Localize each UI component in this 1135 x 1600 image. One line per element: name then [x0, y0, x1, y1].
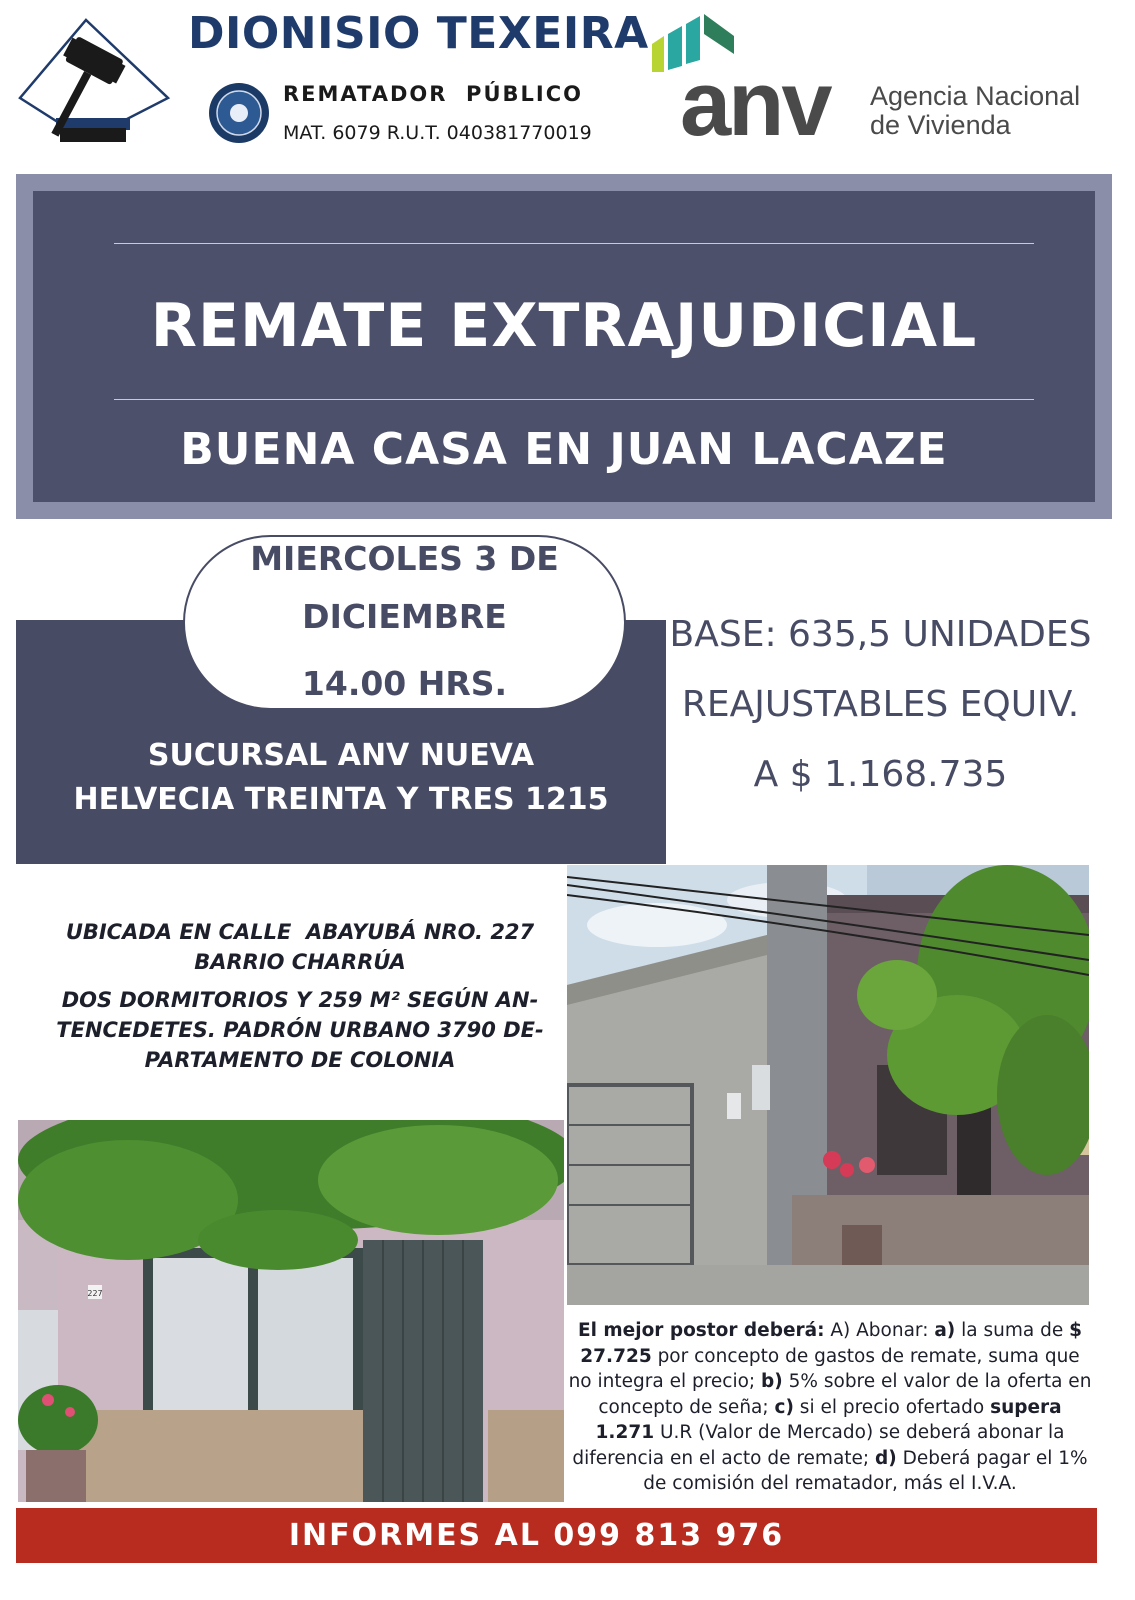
terms-heading: El mejor postor deberá: [577, 1320, 825, 1341]
divider-top [114, 243, 1034, 244]
contact-phone[interactable]: INFORMES AL 099 813 976 [288, 1518, 785, 1553]
address-line2: BARRIO CHARRÚA [194, 950, 406, 974]
property-description [40, 917, 560, 1075]
title-box [16, 174, 1112, 519]
terms-text: por concepto de gastos de remate, suma que no integra el precio; [568, 1345, 1080, 1392]
base-line1: BASE: 635,5 UNIDADES [669, 614, 1092, 655]
terms-item-b: b) [761, 1371, 783, 1392]
terms-text: 5% sobre el valor de la oferta en concepto de seña; [598, 1371, 1092, 1418]
house-number-plate: 227 [87, 1289, 103, 1298]
details-line3: PARTAMENTO DE COLONIA [144, 1048, 456, 1072]
terms-text: la suma de [955, 1320, 1070, 1341]
agency-name-line1: Agencia Nacional [870, 81, 1081, 111]
street-view-photo [567, 865, 1089, 1305]
title-panel [33, 191, 1095, 502]
auctioneer-name: DIONISIO TEXEIRA [188, 8, 649, 59]
gavel-logo [18, 18, 208, 148]
agency-name [870, 82, 1080, 140]
contact-banner [16, 1508, 1097, 1563]
base-price [668, 600, 1093, 810]
association-seal [208, 82, 270, 144]
agency-name-line2: de Vivienda [870, 110, 1011, 140]
terms-text: U.R (Valor de Mercado) se deberá abonar la diferencia en el acto de remate; [572, 1422, 1065, 1469]
terms-threshold: supera 1.271 [595, 1396, 1062, 1443]
divider-middle [114, 399, 1034, 400]
date-line2: DICIEMBRE [302, 597, 507, 636]
terms-item-d: d) [875, 1447, 897, 1469]
house-front-photo [18, 1120, 564, 1502]
auction-location [16, 734, 666, 822]
terms-amount: $ 27.725 [580, 1320, 1083, 1367]
address-line1: UBICADA EN CALLE ABAYUBÁ NRO. 227 [65, 920, 535, 944]
date-badge [183, 535, 626, 710]
date-line1: MIERCOLES 3 DE [250, 539, 559, 578]
terms-text: A) Abonar: [824, 1320, 935, 1341]
details-line1: DOS DORMITORIOS Y 259 M² SEGÚN AN- [61, 988, 539, 1012]
auctioneer-role: REMATADOR PÚBLICO [283, 82, 583, 106]
auction-time: 14.00 HRS. [301, 664, 508, 703]
registration-number: MAT. 6079 R.U.T. 040381770019 [283, 122, 592, 144]
anv-logo: anv [680, 53, 830, 155]
terms-item-a: a) [934, 1320, 956, 1341]
terms-text: Deberá pagar el 1% de comisión del rematador, más el I.V.A. [643, 1447, 1088, 1494]
auction-terms [568, 1318, 1092, 1497]
terms-text: si el precio ofertado [793, 1396, 991, 1418]
base-line3: A $ 1.168.735 [753, 754, 1008, 795]
auction-title: REMATE EXTRAJUDICIAL [150, 291, 978, 361]
auction-subtitle: BUENA CASA EN JUAN LACAZE [180, 424, 948, 475]
base-line2: REAJUSTABLES EQUIV. [681, 684, 1080, 725]
location-line1: SUCURSAL ANV NUEVA [147, 738, 535, 773]
details-line2: TENCEDETES. PADRÓN URBANO 3790 DE- [56, 1018, 544, 1042]
location-line2: HELVECIA TREINTA Y TRES 1215 [73, 782, 609, 817]
terms-item-c: c) [774, 1396, 794, 1418]
